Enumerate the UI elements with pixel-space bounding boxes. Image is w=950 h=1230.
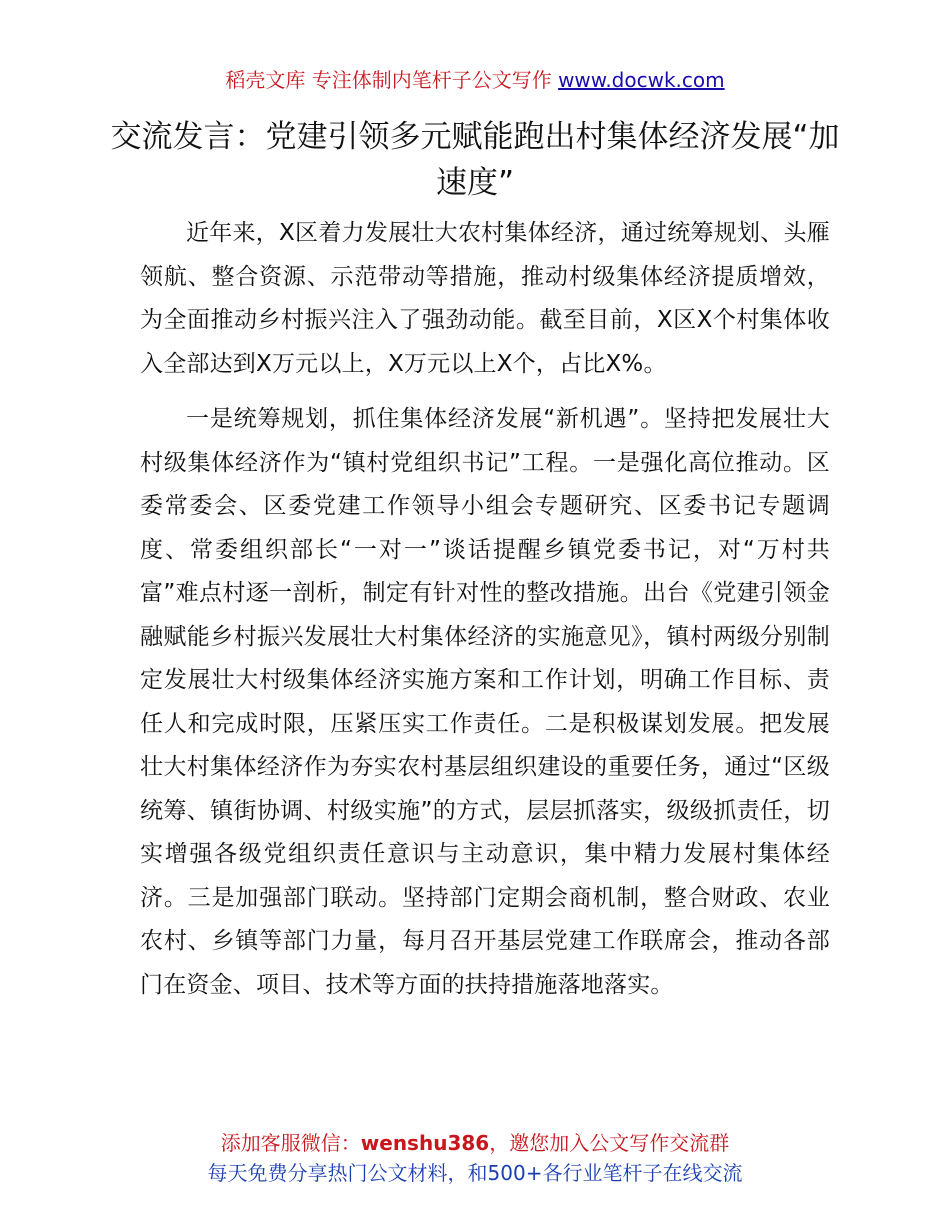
footer-contact-suffix: ，邀您加入公文写作交流群 xyxy=(489,1131,730,1155)
footer-contact-line xyxy=(0,1128,950,1158)
paragraph-intro: 近年来，X区着力发展壮大农村集体经济，通过统筹规划、头雁领航、整合资源、示范带动等措施，推动村级集体经济提质增效，为全面推动乡村振兴注入了强劲动能。截至目前，X区X个村集体收入全部达到X万元以上，X万元以上X个，占比X%。 xyxy=(140,220,830,377)
header-banner xyxy=(0,66,950,94)
header-brand-text: 稻壳文库 专注体制内笔杆子公文写作 xyxy=(225,68,559,92)
paragraph-section-1: 一是统筹规划，抓住集体经济发展“新机遇”。坚持把发展壮大村级集体经济作为“镇村党组织书记”工程。一是强化高位推动。区委常委会、区委党建工作领导小组会专题研究、区委书记专题调度、常委组织部长“一对一”谈话提醒乡镇党委书记，对“万村共富”难点村逐一剖析，制定有针对性的整改措施。出台《党建引领金融赋能乡村振兴发展壮大村集体经济的实施意见》，镇村两级分别制定发展壮大村级集体经济实施方案和工作计划，明确工作目标、责任人和完成时限，压紧压实工作责任。二是积极谋划发展。把发展壮大村集体经济作为夯实农村基层组织建设的重要任务，通过“区级统筹、镇街协调、村级实施”的方式，层层抓落实，级级抓责任，切实增强各级党组织责任意识与主动意识，集中精力发展村集体经济。三是加强部门联动。坚持部门定期会商机制，整合财政、农业农村、乡镇等部门力量，每月召开基层党建工作联席会，推动各部门在资金、项目、技术等方面的扶持措施落地落实。 xyxy=(140,406,830,998)
document-title: 交流发言：党建引领多元赋能跑出村集体经济发展“加速度” xyxy=(110,119,840,201)
footer-promo-line: 每天免费分享热门公文材料，和500+各行业笔杆子在线交流 xyxy=(207,1161,743,1185)
footer-wechat-id: wenshu386 xyxy=(360,1131,490,1155)
header-site-link[interactable]: www.docwk.com xyxy=(558,68,725,92)
footer-banner xyxy=(0,1128,950,1188)
document-body xyxy=(140,212,830,1019)
footer-contact-prefix: 添加客服微信： xyxy=(220,1131,361,1155)
